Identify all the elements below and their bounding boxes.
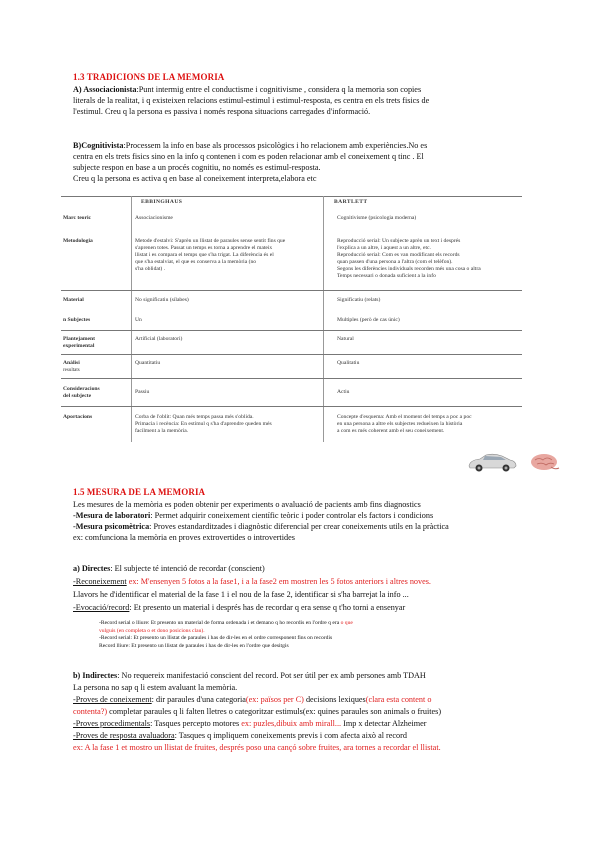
row-label-consideracions: Consideracions del subjecte — [63, 386, 100, 399]
cell-consideracions-ebbinghaus: Passiu — [135, 389, 150, 395]
mesura-lab-line: -Mesura de laboratori: Permet adquirir coneixement científic teòric i poder controlar els factors i condicions — [73, 511, 434, 520]
row-label-analisi: Anàlisi resultats — [63, 360, 80, 373]
reconeixement-line-2: Llavors he d'identificar el material de la fase 1 i el nou de la fase 2, identificar si s'ha barrejat la info ... — [73, 590, 409, 599]
table-rule — [61, 378, 522, 379]
mesura-psy-line-2: ex: comfunciona la memòria en proves extrovertides o introvertides — [73, 533, 295, 542]
section-15-title: 1.5 MESURA DE LA MEMORIA — [73, 487, 206, 497]
cell-analisi-ebbinghaus: Quantitatiu — [135, 360, 161, 366]
mesura-intro — [73, 499, 553, 543]
directes-block — [73, 563, 553, 613]
cell-material-bartlett: Significatiu (relats) — [337, 297, 381, 303]
directes-line: a) Directes: El subjecte té intenció de recordar (conscient) — [73, 564, 265, 573]
indirectes-block — [73, 670, 553, 754]
row-label-marc-teoric: Marc teoric — [63, 215, 92, 221]
cell-marc-bartlett: Cognitivisme (psicologia moderna) — [337, 215, 417, 221]
mesura-intro-line: Les mesures de la memòria es poden obtenir per experiments o avaluació de pacients amb fins diagnostics — [73, 500, 421, 509]
cell-aportacions-ebbinghaus: Corba de l'oblit: Quan més temps passa més s'oblida. Primacia i recència: En estímul q s'ha d'aprendre queden més facilment a la memòria. — [135, 414, 272, 434]
cogn-term: B)Cognitivista — [73, 141, 124, 150]
cell-consideracions-bartlett: Actiu — [337, 389, 350, 395]
indirectes-line: b) Indirectes: No requereix manifestació conscient del record. Pot ser útil per ex amb persones amb TDAH — [73, 671, 426, 680]
evoc-sub-line-3: -Record serial: Et presento un llistat de paraules i has de dir-les en el ordre corresponent fins on recordis — [99, 635, 333, 642]
cell-subjectes-bartlett: Multiples (però de cas únic) — [337, 317, 400, 323]
evoc-sub-line-2: vulguis (en completa o et dono posicions clau). — [99, 627, 205, 634]
table-rule — [61, 406, 522, 407]
indirectes-line-2: La persona no sap q li estem avaluant la memòria. — [73, 683, 238, 692]
cell-aportacions-bartlett: Concepte d'esquema: Amb el moment del temps a poc a poc en una persona a altre els subjectes redueixen la història a com es més coherent amb el seu coneixement. — [337, 414, 472, 434]
resposta-example-line: ex: A la fase 1 et mostro un llistat de fruites, després poso una cançó sobre fruites, ara tornes a recordar el llistat. — [73, 743, 441, 752]
brain-illustration — [527, 452, 563, 472]
evocacio-line: -Evocació/record: Et presento un material i després has de recordar q era sense q t'ho torni a ensenyar — [73, 603, 406, 612]
cogn-line-1: B)Cognitivista:Processem la info en base als processos psicològics i ho relacionem amb experiències.No es — [73, 141, 428, 150]
assoc-line-3: l'estimul. Creu q la persona es passiva i només respona situacions carregades d'informació. — [73, 107, 371, 116]
assoc-term: A) Associacionista — [73, 85, 137, 94]
cell-subjectes-ebbinghaus: Un — [135, 317, 142, 323]
coneixement-line: -Proves de coneixement: dir paraules d'una categoria(ex: països per C) decisions lexiques(clara esta content o — [73, 695, 432, 704]
table-header-bartlett: BARTLETT — [334, 199, 368, 205]
comparison-table — [61, 196, 522, 442]
row-label-material: Material — [63, 297, 84, 303]
reconeixement-line: -Reconeixement ex: M'ensenyen 5 fotos a la fase1, i a la fase2 em mostren les 5 fotos anteriors i altres noves. — [73, 577, 431, 586]
table-rule — [61, 354, 522, 355]
evoc-sub-line-4: Record lliure: Et presento un llistat de paraules i has de dir-les en l'ordre que desitgis — [99, 642, 289, 649]
row-label-plantejament: Plantejament experimental — [63, 336, 96, 349]
cell-plantejament-ebbinghaus: Artificial (laboratori) — [135, 336, 183, 342]
evoc-sub-line-1: -Record serial o lliure: Et presento un material de forma ordenada i et demano q ho recordis en l'ordre q era o que — [99, 620, 353, 626]
table-header-ebbinghaus: EBBINGHAUS — [141, 199, 183, 205]
table-rule — [61, 290, 522, 291]
cell-metodologia-ebbinghaus: Metode d'estalvi: S'aprèn un llistat de paraules sense sentit fins que s'aprenen totes. Passat un temps es torna a aprendre el mateix llistat i es compara el temps que s'ha trigat. La diferència és el que s'ha estalviat, el que es conserva a la memòria (no s'ha oblidat) . — [135, 238, 286, 272]
row-label-subjectes: n Subjectes — [63, 317, 91, 323]
coneixement-line-2: contenta?) completar paraules q li falten lletres o categoritzar estimuls(ex: quines paraules son animals o fruites) — [73, 707, 442, 716]
cell-metodologia-bartlett: Reproducció serial: Un subjecte aprèn un text i després l'explica a un altre, i aquest a un altre, etc. Reproducció serial: Com es van modificant els records quan passen d'una persona a l'altra (com el telèfon). Segons les diferències individuals recorden més una cosa o altra Temps necessari o donada suficient a la info — [337, 238, 481, 279]
assoc-line-1: A) Associacionista:Punt intermig entre el conductisme i cognitivisme , considera q la memoria son copies — [73, 85, 422, 94]
cogn-line-4: Creu q la persona es activa q en base al coneixement interpreta,elabora etc — [73, 174, 317, 183]
cogn-line-2: centra en els trets fisics sino en la info q contenen i com es poden relacionar amb el coneixement q tinc . El — [73, 152, 424, 161]
assoc-line-2: literals de la realitat, i q existeixen relacions estimul-estimul i estimul-resposta, es centra en els trets fisics de — [73, 96, 430, 105]
procedimentals-line: -Proves procedimentals: Tasques percepto motores ex: puzles,dibuix amb mirall... Imp x detectar Alzheimer — [73, 719, 427, 728]
mesura-psy-line: -Mesura psicomètrica: Proves estandarditzades i diagnòstic diferencial per crear coneixements utils en la pràctica — [73, 522, 449, 531]
associacionista-paragraph — [73, 84, 533, 117]
section-13-title: 1.3 TRADICIONS DE LA MEMORIA — [73, 72, 225, 82]
cell-marc-ebbinghaus: Associacionisme — [135, 215, 173, 221]
cell-material-ebbinghaus: No significatiu (sílabes) — [135, 297, 189, 303]
cell-analisi-bartlett: Qualitatiu — [337, 360, 360, 366]
evocacio-subnotes — [99, 620, 539, 650]
table-rule — [61, 330, 522, 331]
car-illustration — [466, 451, 518, 473]
row-label-metodologia: Metodologia — [63, 238, 93, 244]
resposta-line: -Proves de resposta avaluadora: Tasques q impliquem coneixements previs i com afecta això al record — [73, 731, 407, 740]
cell-plantejament-bartlett: Natural — [337, 336, 354, 342]
cognitivista-paragraph — [73, 140, 533, 184]
cogn-line-3: subjecte respon en base a un procés cognitiu, no només es estimul-resposta. — [73, 163, 321, 172]
row-label-aportacions: Aportacions — [63, 414, 93, 420]
